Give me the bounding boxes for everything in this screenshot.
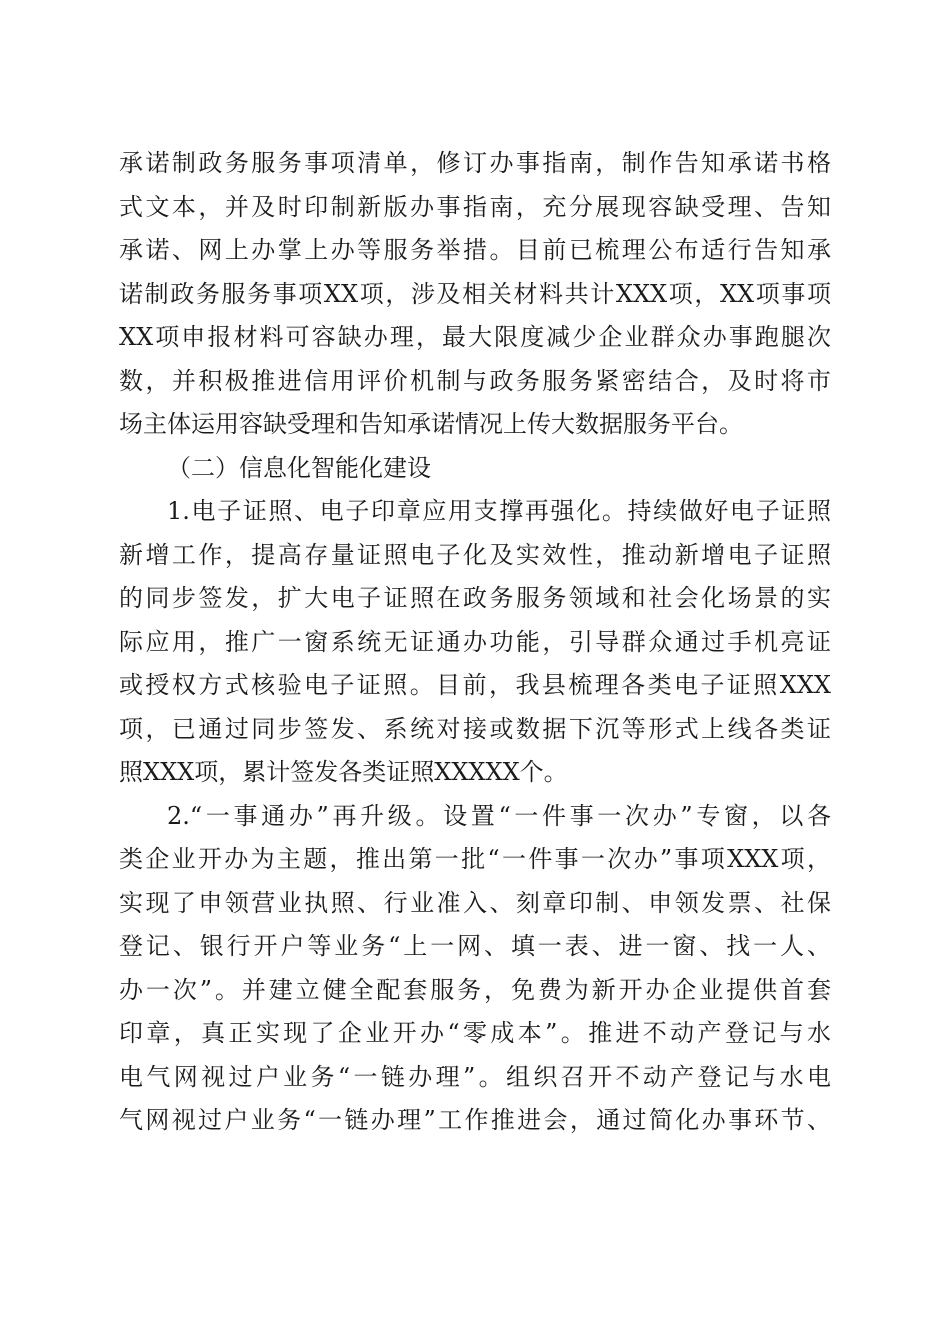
paragraph-line: 的同步签发，扩大电子证照在政务服务领域和社会化场景的实 — [119, 584, 831, 612]
paragraph-line: 或授权方式核验电子证照。目前，我县梳理各类电子证照XXX — [119, 671, 831, 699]
paragraph-line: 承诺制政务服务事项清单，修订办事指南，制作告知承诺书格 — [119, 149, 831, 177]
paragraph-2 — [119, 490, 831, 795]
paragraph-line: 气网视过户业务“一链办理”工作推进会，通过简化办事环节、 — [119, 1106, 831, 1134]
paragraph-line: 登记、银行开户等业务“上一网、填一表、进一窗、找一人、 — [119, 932, 831, 960]
paragraph-line: 数，并积极推进信用评价机制与政务服务紧密结合，及时将市 — [119, 366, 831, 395]
paragraph-line: 类企业开办为主题，推出第一批“一件事一次办”事项XXX项， — [119, 845, 831, 873]
document-body — [119, 142, 831, 1143]
paragraph-line: 诺制政务服务事项XX项，涉及相关材料共计XXX项，XX项事项 — [119, 279, 831, 308]
paragraph-line: 场主体运用容缺受理和告知承诺情况上传大数据服务平台。 — [119, 410, 743, 438]
paragraph-line: XX项申报材料可容缺办理，最大限度减少企业群众办事跑腿次 — [119, 323, 831, 351]
section-heading: （二）信息化智能化建设 — [167, 453, 431, 482]
paragraph-line: 照XXX项，累计签发各类证照XXXXX个。 — [119, 758, 568, 786]
paragraph-line: 项，已通过同步签发、系统对接或数据下沉等形式上线各类证 — [119, 714, 831, 743]
paragraph-line: 电气网视过户业务“一链办理”。组织召开不动产登记与水电 — [119, 1062, 831, 1091]
paragraph-line: 办一次”。并建立健全配套服务，免费为新开办企业提供首套 — [119, 975, 831, 1004]
paragraph-line: 2.“一事通办”再升级。设置“一件事一次办”专窗，以各 — [167, 801, 831, 830]
paragraph-line: 新增工作，提高存量证照电子化及实效性，推动新增电子证照 — [119, 540, 831, 569]
paragraph-line: 际应用，推广一窗系统无证通办功能，引导群众通过手机亮证 — [119, 627, 831, 656]
paragraph-line: 承诺、网上办掌上办等服务举措。目前已梳理公布适行告知承 — [119, 236, 831, 264]
paragraph-line: 1.电子证照、电子印章应用支撑再强化。持续做好电子证照 — [167, 497, 831, 525]
paragraph-1 — [119, 142, 831, 447]
paragraph-line: 印章，真正实现了企业开办“零成本”。推进不动产登记与水 — [119, 1019, 831, 1047]
paragraph-line: 实现了申领营业执照、行业准入、刻章印制、申领发票、社保 — [119, 888, 831, 917]
paragraph-line: 式文本，并及时印制新版办事指南，充分展现容缺受理、告知 — [119, 192, 831, 221]
paragraph-3 — [119, 795, 831, 1143]
